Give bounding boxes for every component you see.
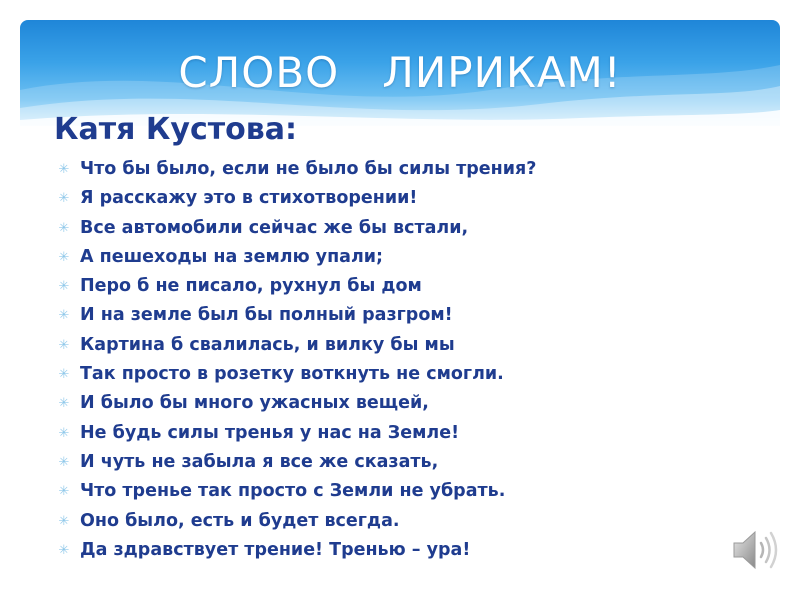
poem-line-text: Что бы было, если не было бы силы трения? bbox=[80, 159, 537, 179]
poem-line-text: Да здравствует трение! Тренью – ура! bbox=[80, 539, 471, 560]
bullet-icon: ✳ bbox=[58, 425, 70, 441]
poem-line-text: Не будь силы тренья у нас на Земле! bbox=[80, 422, 460, 443]
poem-line-text: Я расскажу это в стихотворении! bbox=[80, 188, 418, 209]
bullet-icon: ✳ bbox=[58, 337, 70, 353]
poem-line-text: И чуть не забыла я все же сказать, bbox=[80, 451, 439, 472]
poem-line bbox=[54, 419, 654, 448]
bullet-icon: ✳ bbox=[58, 513, 70, 529]
poem-list bbox=[54, 155, 654, 565]
bullet-icon: ✳ bbox=[58, 220, 70, 236]
poem-line bbox=[54, 155, 654, 184]
bullet-icon: ✳ bbox=[58, 249, 70, 265]
poem-line-text: Перо б не писало, рухнул бы дом bbox=[80, 276, 422, 297]
poem-line-text: И на земле был бы полный разгром! bbox=[80, 305, 453, 326]
bullet-icon: ✳ bbox=[58, 484, 70, 500]
poem-line bbox=[54, 331, 654, 360]
poem-line bbox=[54, 214, 654, 243]
bullet-icon: ✳ bbox=[58, 162, 70, 177]
bullet-icon: ✳ bbox=[58, 191, 70, 207]
poem-line-text: И было бы много ужасных вещей, bbox=[80, 393, 429, 414]
author-subtitle: Катя Кустова: bbox=[54, 112, 297, 147]
poem-line bbox=[54, 477, 654, 506]
poem-line-text: Картина б свалилась, и вилку бы мы bbox=[80, 334, 455, 355]
bullet-icon: ✳ bbox=[58, 396, 70, 412]
poem-line-text: Что тренье так просто с Земли не убрать. bbox=[80, 481, 506, 502]
poem-line-text: Оно было, есть и будет всегда. bbox=[80, 510, 400, 531]
bullet-icon: ✳ bbox=[58, 542, 70, 558]
bullet-icon: ✳ bbox=[58, 308, 70, 324]
poem-line bbox=[54, 301, 654, 330]
poem-line-text: Так просто в розетку воткнуть не смогли. bbox=[80, 364, 504, 385]
poem-line bbox=[54, 272, 654, 301]
poem-line bbox=[54, 243, 654, 272]
poem-line bbox=[54, 507, 654, 536]
poem-line bbox=[54, 536, 654, 565]
speaker-icon[interactable] bbox=[728, 524, 780, 576]
poem-line bbox=[54, 389, 654, 418]
slide-title: СЛОВО ЛИРИКАМ! bbox=[178, 48, 622, 97]
poem-line-text: А пешеходы на землю упали; bbox=[80, 246, 384, 267]
poem-line bbox=[54, 184, 654, 213]
bullet-icon: ✳ bbox=[58, 454, 70, 470]
bullet-icon: ✳ bbox=[58, 367, 70, 383]
bullet-icon: ✳ bbox=[58, 279, 70, 295]
poem-line-text: Все автомобили сейчас же бы встали, bbox=[80, 217, 469, 238]
poem-line bbox=[54, 360, 654, 389]
poem-line bbox=[54, 448, 654, 477]
